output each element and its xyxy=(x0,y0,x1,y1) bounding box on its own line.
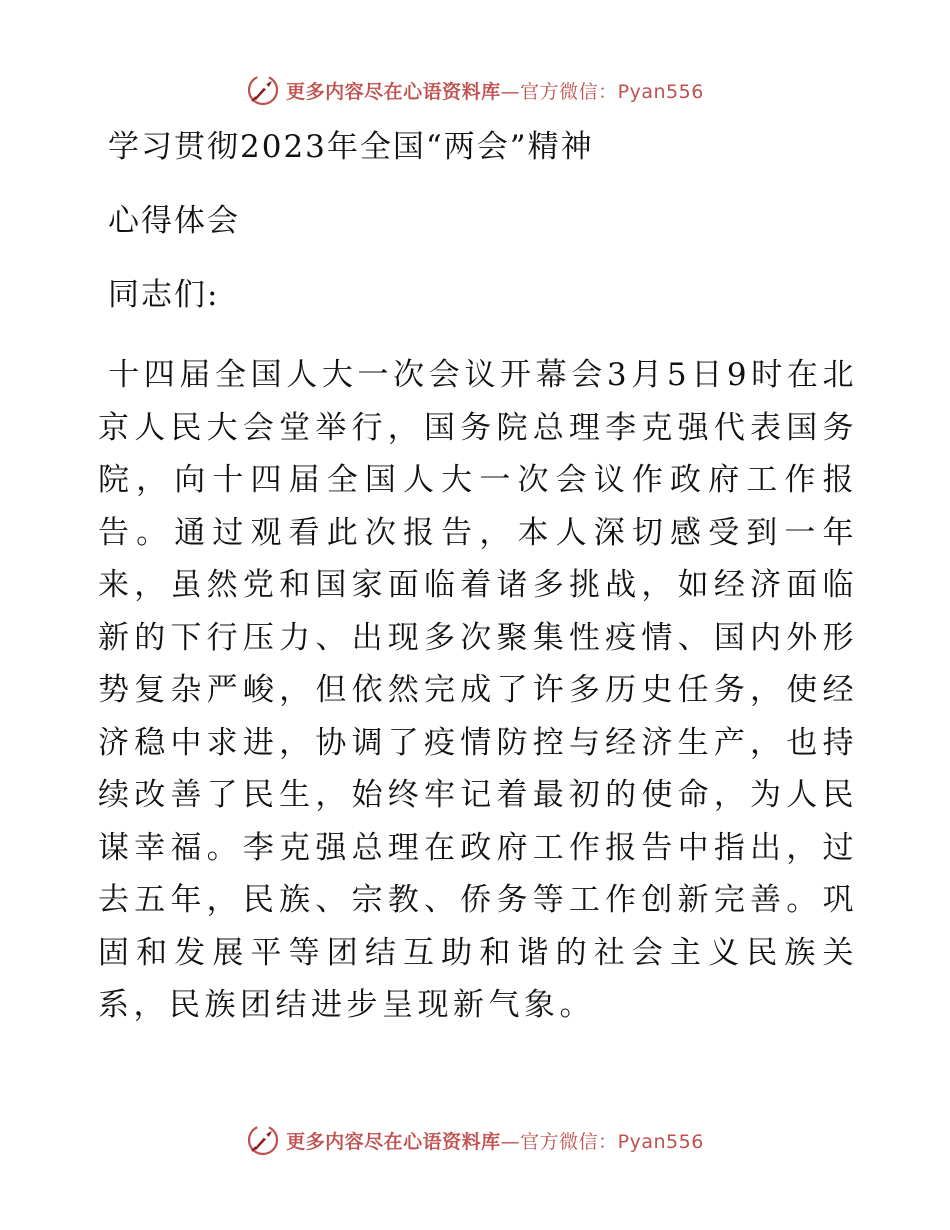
document-salutation: 同志们: xyxy=(108,277,220,313)
banner-wechat-text: 官方微信：Pyan556 xyxy=(520,80,704,103)
document-title-line-2: 心得体会 xyxy=(108,203,240,239)
banner-text xyxy=(286,77,704,104)
document-body-text: 十四届全国人大一次会议开幕会3月5日9时在北京人民大会堂举行，国务院总理李克强代表国务院，向十四届全国人大一次会议作政府工作报告。通过观看此次报告，本人深切感受到一年来，虽然党和国家面临着诸多挑战，如经济面临新的下行压力、出现多次聚集性疫情、国内外形势复杂严峻，但依然完成了许多历史任务，使经济稳中求进，协调了疫情防控与经济生产，也持续改善了民生，始终牢记着最初的使命，为人民谋幸福。李克强总理在政府工作报告中指出，过去五年，民族、宗教、侨务等工作创新完善。巩固和发展平等团结互助和谐的社会主义民族关系，民族团结进步呈现新气象。 xyxy=(98,357,858,1023)
banner-main-text: 更多内容尽在心语资料库 xyxy=(286,80,501,103)
banner-main-text: 更多内容尽在心语资料库 xyxy=(286,1130,501,1153)
document-title-line-1: 学习贯彻2023年全国“两会”精神 xyxy=(108,129,594,165)
banner-separator: — xyxy=(500,80,521,103)
banner-separator: — xyxy=(500,1130,521,1153)
quill-pen-logo-icon xyxy=(246,73,280,107)
quill-pen-logo-icon xyxy=(246,1123,280,1157)
banner-text xyxy=(286,1127,704,1154)
header-watermark-banner xyxy=(0,70,950,110)
banner-wechat-text: 官方微信：Pyan556 xyxy=(520,1130,704,1153)
footer-watermark-banner xyxy=(0,1120,950,1160)
document-body-paragraph xyxy=(98,349,858,1032)
